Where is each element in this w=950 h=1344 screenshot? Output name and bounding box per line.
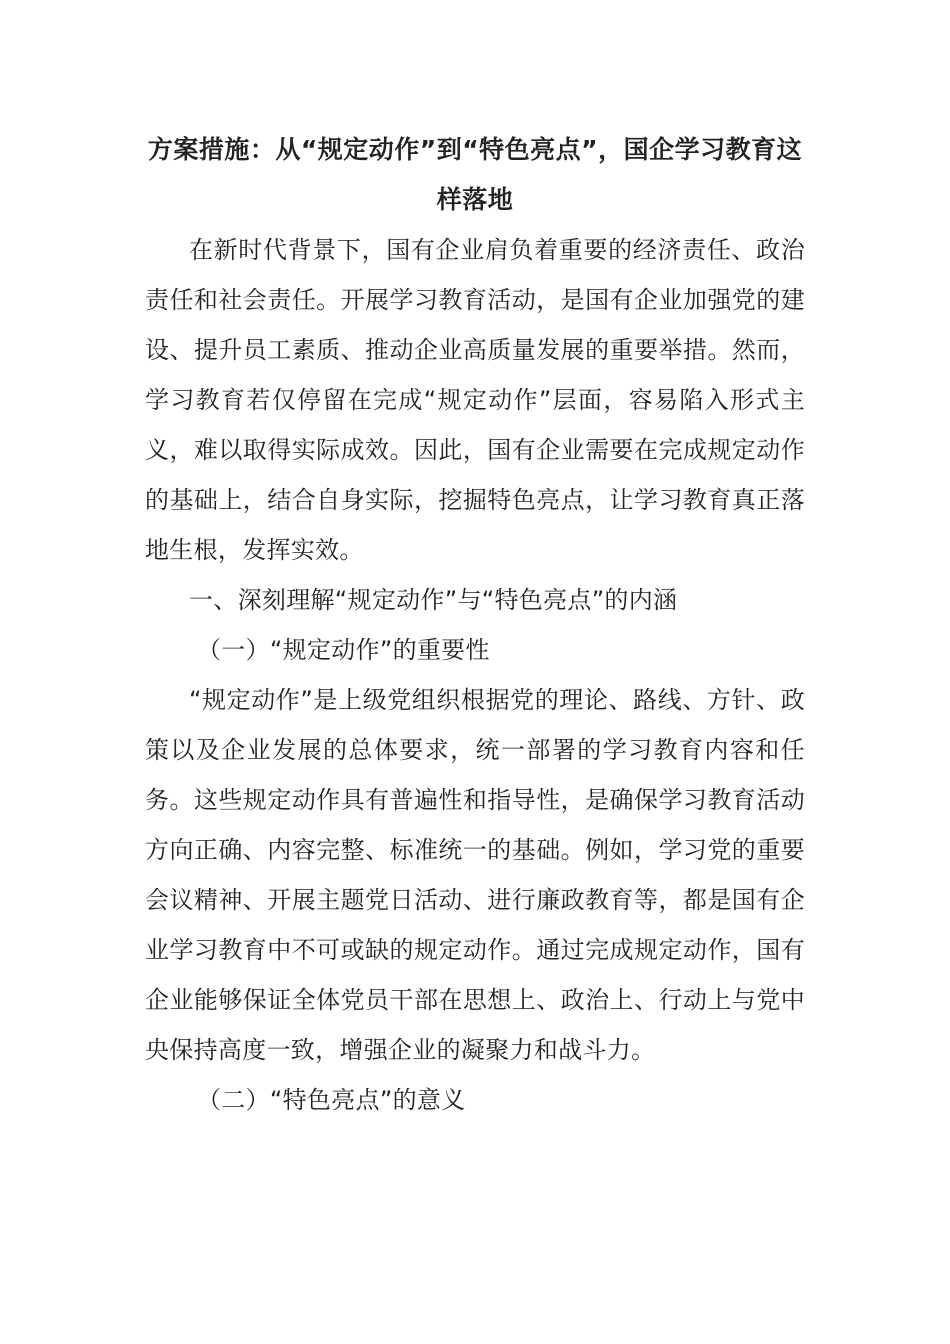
document-body [145,125,805,1125]
body-paragraph: “规定动作”是上级党组织根据党的理论、路线、方针、政策以及企业发展的总体要求，统一部署的学习教育内容和任务。这些规定动作具有普遍性和指导性，是确保学习教育活动方向正确、内容完整、标准统一的基础。例如，学习党的重要会议精神、开展主题党日活动、进行廉政教育等，都是国有企业学习教育中不可或缺的规定动作。通过完成规定动作，国有企业能够保证全体党员干部在思想上、政治上、行动上与党中央保持高度一致，增强企业的凝聚力和战斗力。 [145,686,805,1064]
section-heading: 一、深刻理解“规定动作”与“特色亮点”的内涵 [189,586,678,614]
subsection-heading: （二）“特色亮点”的意义 [197,1086,466,1114]
intro-paragraph: 在新时代背景下，国有企业肩负着重要的经济责任、政治责任和社会责任。开展学习教育活动，是国有企业加强党的建设、提升员工素质、推动企业高质量发展的重要举措。然而，学习教育若仅停留在完成“规定动作”层面，容易陷入形式主义，难以取得实际成效。因此，国有企业需要在完成规定动作的基础上，结合自身实际，挖掘特色亮点，让学习教育真正落地生根，发挥实效。 [145,236,805,564]
document-title: 方案措施：从“规定动作”到“特色亮点”，国企学习教育这样落地 [147,135,803,214]
subsection-heading: （一）“规定动作”的重要性 [197,636,490,664]
